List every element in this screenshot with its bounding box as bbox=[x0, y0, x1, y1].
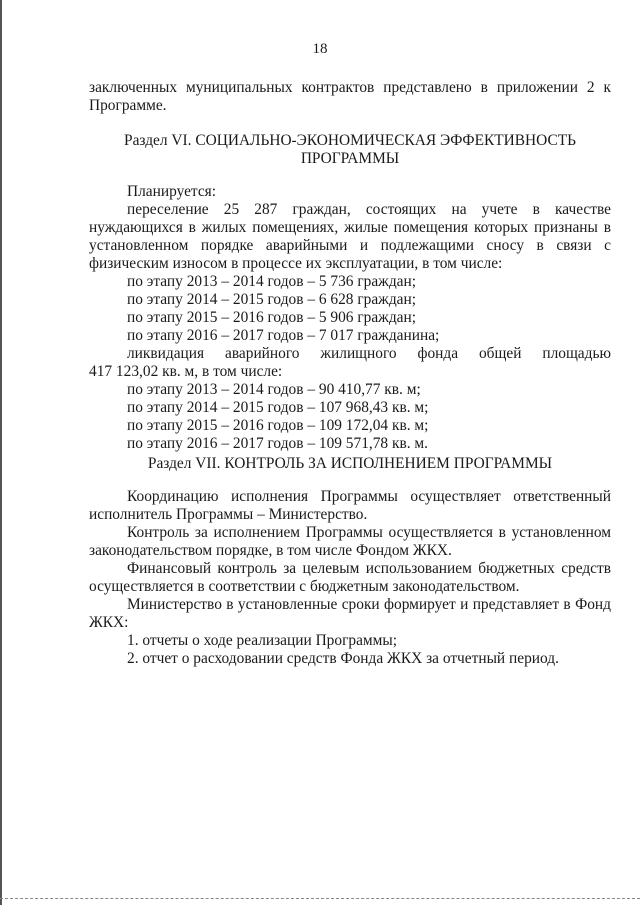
section-6-heading bbox=[89, 132, 611, 168]
coordination-paragraph: Координацию исполнения Программы осуществляет ответственный исполнитель Программы – Министерство. bbox=[89, 488, 611, 523]
continuation-paragraph: заключенных муниципальных контрактов представлено в приложении 2 к Программе. bbox=[89, 79, 611, 114]
reporting-paragraph: Министерство в установленные сроки формирует и представляет в Фонд ЖКХ: bbox=[89, 596, 611, 631]
liquidation-paragraph bbox=[89, 345, 611, 381]
people-stage-item: по этапу 2014 – 2015 годов – 6 628 граждан; bbox=[127, 291, 416, 308]
section-7-heading: Раздел VII. КОНТРОЛЬ ЗА ИСПОЛНЕНИЕМ ПРОГРАММЫ bbox=[147, 455, 553, 472]
resettlement-paragraph: переселение 25 287 граждан, состоящих на учете в качестве нуждающихся в жилых помещениях, жилые помещения которых признаны в установленном порядке аварийными и подлежащими сносу в связи с физическим износом в процессе их эксплуатации, в том числе: bbox=[89, 201, 611, 272]
report-item: 2. отчет о расходовании средств Фонда ЖКХ за отчетный период. bbox=[127, 650, 559, 667]
section-6-heading-line1: Раздел VI. СОЦИАЛЬНО-ЭКОНОМИЧЕСКАЯ ЭФФЕКТИВНОСТЬ bbox=[124, 132, 576, 149]
people-stage-item: по этапу 2015 – 2016 годов – 5 906 граждан; bbox=[127, 309, 416, 326]
scan-bottom-edge bbox=[0, 898, 640, 900]
report-item: 1. отчеты о ходе реализации Программы; bbox=[127, 632, 398, 649]
liquidation-line2: 417 123,02 кв. м, в том числе: bbox=[89, 363, 283, 380]
planned-label: Планируется: bbox=[127, 183, 217, 200]
reports-list bbox=[89, 632, 611, 668]
people-stage-item: по этапу 2016 – 2017 годов – 7 017 гражданина; bbox=[127, 327, 440, 344]
section-6-heading-line2: ПРОГРАММЫ bbox=[300, 150, 400, 167]
page-number: 18 bbox=[312, 41, 328, 57]
area-stage-item: по этапу 2013 – 2014 годов – 90 410,77 кв. м; bbox=[127, 381, 421, 398]
people-stage-item: по этапу 2013 – 2014 годов – 5 736 граждан; bbox=[127, 273, 416, 290]
control-paragraph: Контроль за исполнением Программы осуществляется в установленном законодательством порядке, в том числе Фондом ЖКХ. bbox=[89, 524, 611, 559]
area-stages-list bbox=[89, 381, 611, 453]
financial-control-paragraph: Финансовый контроль за целевым использованием бюджетных средств осуществляется в соответствии с бюджетным законодательством. bbox=[89, 560, 611, 595]
people-stages-list bbox=[89, 273, 611, 345]
area-stage-item: по этапу 2014 – 2015 годов – 107 968,43 кв. м; bbox=[127, 399, 429, 416]
scan-edge bbox=[0, 0, 2, 905]
area-stage-item: по этапу 2015 – 2016 годов – 109 172,04 кв. м; bbox=[127, 417, 429, 434]
liquidation-line1: ликвидация аварийного жилищного фонда общей площадью bbox=[127, 345, 611, 362]
area-stage-item: по этапу 2016 – 2017 годов – 109 571,78 кв. м. bbox=[127, 435, 429, 452]
